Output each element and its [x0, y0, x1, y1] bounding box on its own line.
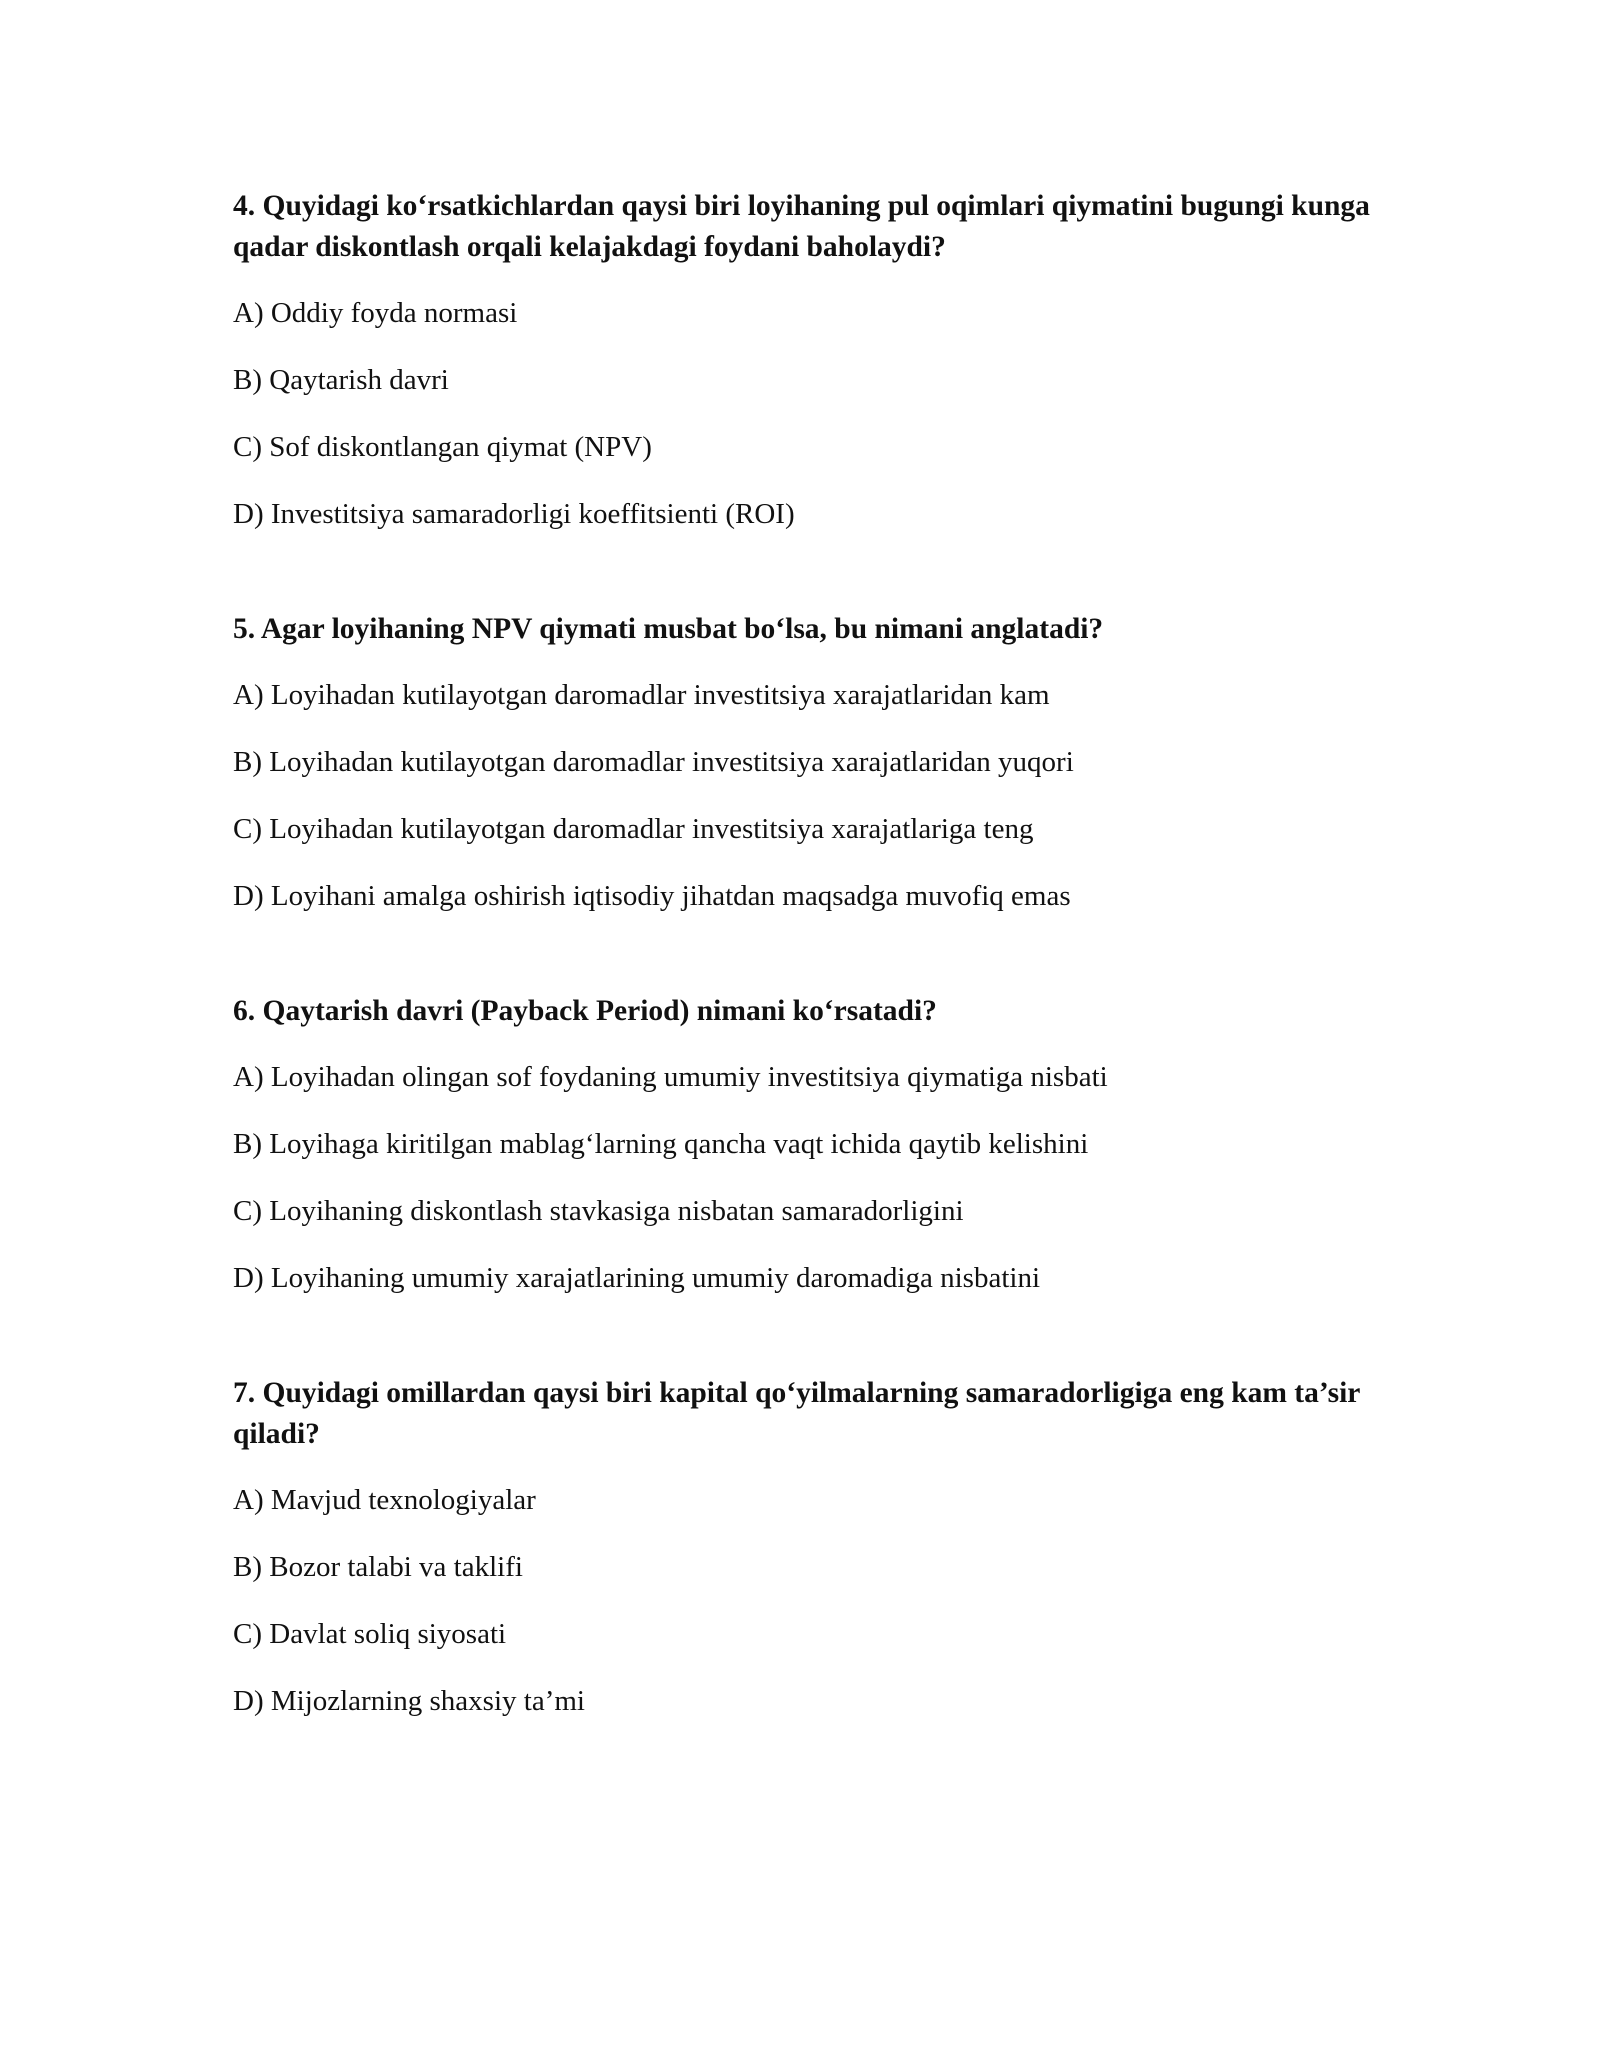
option-d: D) Loyihani amalga oshirish iqtisodiy jihatdan maqsadga muvofiq emas [233, 880, 1071, 912]
option-c: C) Sof diskontlangan qiymat (NPV) [233, 431, 652, 463]
option-a: A) Loyihadan kutilayotgan daromadlar investitsiya xarajatlaridan kam [233, 679, 1050, 711]
option-b: B) Loyihadan kutilayotgan daromadlar investitsiya xarajatlaridan yuqori [233, 746, 1074, 778]
option-d: D) Mijozlarning shaxsiy ta’mi [233, 1685, 585, 1717]
question-4 [233, 186, 1373, 535]
option-a: A) Mavjud texnologiyalar [233, 1484, 536, 1516]
option-c: C) Davlat soliq siyosati [233, 1618, 507, 1650]
question-text: 6. Qaytarish davri (Payback Period) nimani ko‘rsatadi? [233, 995, 937, 1027]
option-b: B) Bozor talabi va taklifi [233, 1551, 523, 1583]
option-b: B) Loyihaga kiritilgan mablag‘larning qancha vaqt ichida qaytib kelishini [233, 1128, 1089, 1160]
question-text: 7. Quyidagi omillardan qaysi biri kapital qo‘yilmalarning samaradorligiga eng kam ta’sir qiladi? [233, 1377, 1360, 1450]
option-c: C) Loyihadan kutilayotgan daromadlar investitsiya xarajatlariga teng [233, 813, 1034, 845]
option-a: A) Loyihadan olingan sof foydaning umumiy investitsiya qiymatiga nisbati [233, 1061, 1108, 1093]
option-a: A) Oddiy foyda normasi [233, 297, 518, 329]
question-5 [233, 609, 1373, 917]
option-d: D) Loyihaning umumiy xarajatlarining umumiy daromadiga nisbatini [233, 1262, 1041, 1294]
question-6 [233, 991, 1373, 1299]
option-c: C) Loyihaning diskontlash stavkasiga nisbatan samaradorligini [233, 1195, 964, 1227]
option-d: D) Investitsiya samaradorligi koeffitsienti (ROI) [233, 498, 795, 530]
question-text: 5. Agar loyihaning NPV qiymati musbat bo‘lsa, bu nimani anglatadi? [233, 613, 1104, 645]
option-b: B) Qaytarish davri [233, 364, 449, 396]
quiz-content [233, 186, 1373, 1722]
question-text: 4. Quyidagi ko‘rsatkichlardan qaysi biri loyihaning pul oqimlari qiymatini bugungi kunga qadar diskontlash orqali kelajakdagi foydani baholaydi? [233, 190, 1370, 263]
question-7 [233, 1373, 1373, 1722]
